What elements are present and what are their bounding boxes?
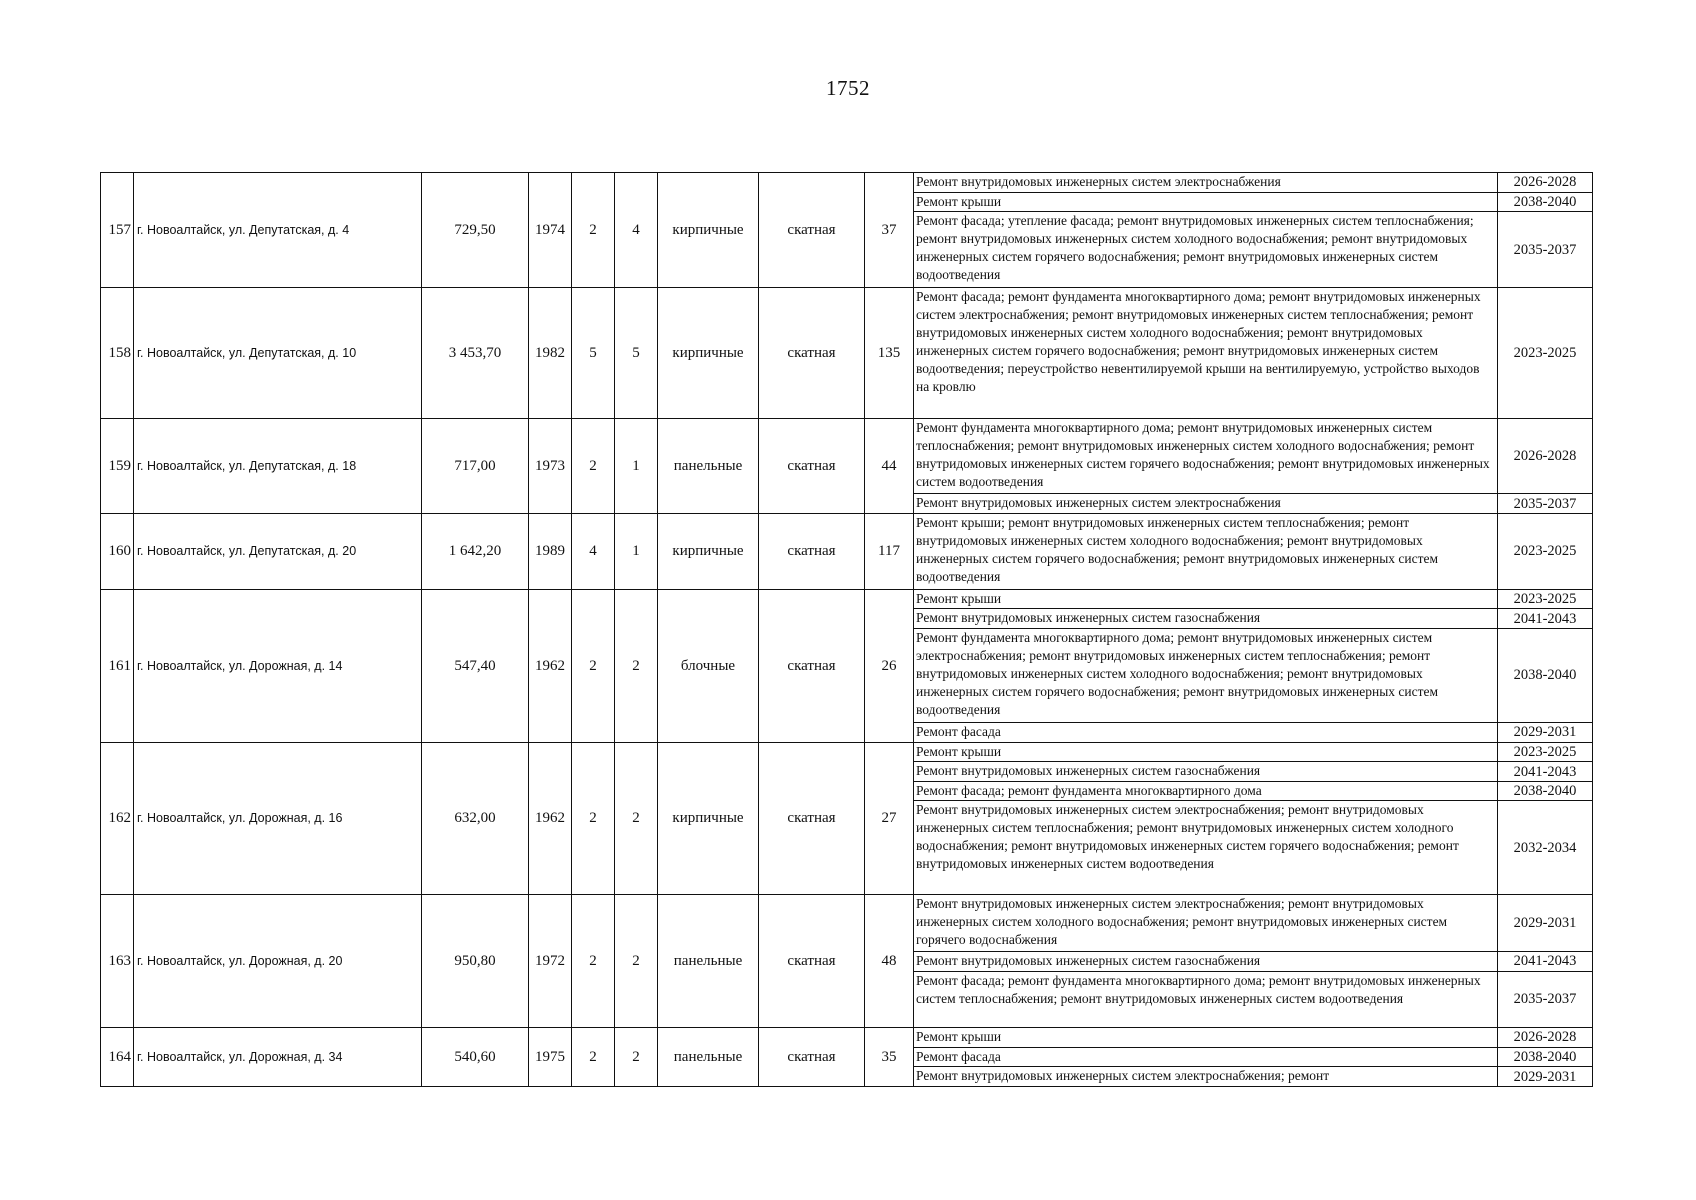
record-year: 1974	[529, 173, 572, 288]
record-floors: 2	[572, 895, 615, 1028]
record-roof-type: скатная	[759, 287, 865, 418]
record-number: 161	[101, 589, 134, 742]
record-residents: 26	[865, 589, 914, 742]
record-number: 160	[101, 514, 134, 589]
record-wall-material: панельные	[658, 1028, 759, 1087]
work-period: 2038-2040	[1498, 1047, 1593, 1067]
record-wall-material: кирпичные	[658, 742, 759, 895]
work-description: Ремонт фасада; ремонт фундамента многоквартирного дома	[914, 781, 1498, 801]
work-description: Ремонт крыши; ремонт внутридомовых инженерных систем теплоснабжения; ремонт внутридомовых инженерных систем холодного водоснабжения; ремонт внутридомовых инженерных систем горячего водоснабжения; ремонт внутридомовых инженерных систем водоотведения	[914, 514, 1498, 589]
record-area: 729,50	[422, 173, 529, 288]
record-area: 3 453,70	[422, 287, 529, 418]
record-number: 163	[101, 895, 134, 1028]
work-description: Ремонт внутридомовых инженерных систем электроснабжения	[914, 494, 1498, 514]
record-entrances: 2	[615, 589, 658, 742]
work-period: 2038-2040	[1498, 781, 1593, 801]
table-row	[101, 589, 1593, 609]
record-wall-material: панельные	[658, 895, 759, 1028]
record-wall-material: кирпичные	[658, 173, 759, 288]
work-description: Ремонт внутридомовых инженерных систем газоснабжения	[914, 762, 1498, 782]
work-period: 2038-2040	[1498, 628, 1593, 722]
work-period: 2026-2028	[1498, 1028, 1593, 1048]
record-roof-type: скатная	[759, 514, 865, 589]
record-number: 158	[101, 287, 134, 418]
record-floors: 4	[572, 514, 615, 589]
work-period: 2041-2043	[1498, 952, 1593, 972]
record-year: 1962	[529, 589, 572, 742]
work-period: 2026-2028	[1498, 173, 1593, 193]
record-year: 1973	[529, 419, 572, 514]
record-roof-type: скатная	[759, 419, 865, 514]
record-floors: 2	[572, 173, 615, 288]
table-row	[101, 173, 1593, 193]
work-description: Ремонт внутридомовых инженерных систем электроснабжения	[914, 173, 1498, 193]
work-description: Ремонт фасада	[914, 1047, 1498, 1067]
repair-schedule-table	[100, 172, 1593, 1087]
work-description: Ремонт внутридомовых инженерных систем электроснабжения; ремонт	[914, 1067, 1498, 1087]
record-area: 950,80	[422, 895, 529, 1028]
record-entrances: 1	[615, 514, 658, 589]
work-period: 2026-2028	[1498, 419, 1593, 494]
record-residents: 35	[865, 1028, 914, 1087]
table-row	[101, 742, 1593, 762]
work-description: Ремонт внутридомовых инженерных систем газоснабжения	[914, 609, 1498, 629]
record-entrances: 1	[615, 419, 658, 514]
record-area: 632,00	[422, 742, 529, 895]
record-year: 1982	[529, 287, 572, 418]
work-period: 2035-2037	[1498, 971, 1593, 1027]
record-floors: 2	[572, 419, 615, 514]
record-number: 159	[101, 419, 134, 514]
record-address: г. Новоалтайск, ул. Дорожная, д. 20	[134, 895, 422, 1028]
record-entrances: 2	[615, 895, 658, 1028]
record-entrances: 4	[615, 173, 658, 288]
record-entrances: 5	[615, 287, 658, 418]
record-address: г. Новоалтайск, ул. Депутатская, д. 18	[134, 419, 422, 514]
record-entrances: 2	[615, 1028, 658, 1087]
work-description: Ремонт крыши	[914, 742, 1498, 762]
record-address: г. Новоалтайск, ул. Дорожная, д. 34	[134, 1028, 422, 1087]
work-period: 2029-2031	[1498, 895, 1593, 952]
record-roof-type: скатная	[759, 173, 865, 288]
record-residents: 27	[865, 742, 914, 895]
record-year: 1975	[529, 1028, 572, 1087]
record-area: 547,40	[422, 589, 529, 742]
record-address: г. Новоалтайск, ул. Депутатская, д. 4	[134, 173, 422, 288]
work-description: Ремонт фасада; ремонт фундамента многоквартирного дома; ремонт внутридомовых инженерных систем электроснабжения; ремонт внутридомовых инженерных систем теплоснабжения; ремонт внутридомовых инженерных систем холодного водоснабжения; ремонт внутридомовых инженерных систем горячего водоснабжения; ремонт внутридомовых инженерных систем водоотведения; переустройство невентилируемой крыши на вентилируемую, устройство выходов на кровлю	[914, 287, 1498, 418]
record-area: 1 642,20	[422, 514, 529, 589]
record-address: г. Новоалтайск, ул. Депутатская, д. 20	[134, 514, 422, 589]
record-year: 1972	[529, 895, 572, 1028]
table-row	[101, 1028, 1593, 1048]
work-description: Ремонт фасада; утепление фасада; ремонт внутридомовых инженерных систем теплоснабжения; ремонт внутридомовых инженерных систем холодного водоснабжения; ремонт внутридомовых инженерных систем горячего водоснабжения; ремонт внутридомовых инженерных систем водоотведения	[914, 212, 1498, 287]
work-period: 2023-2025	[1498, 742, 1593, 762]
work-period: 2023-2025	[1498, 514, 1593, 589]
table-row	[101, 895, 1593, 952]
work-period: 2035-2037	[1498, 212, 1593, 287]
record-residents: 37	[865, 173, 914, 288]
record-floors: 2	[572, 742, 615, 895]
record-residents: 135	[865, 287, 914, 418]
record-wall-material: кирпичные	[658, 287, 759, 418]
record-roof-type: скатная	[759, 1028, 865, 1087]
work-description: Ремонт внутридомовых инженерных систем электроснабжения; ремонт внутридомовых инженерных систем холодного водоснабжения; ремонт внутридомовых инженерных систем горячего водоснабжения	[914, 895, 1498, 952]
record-address: г. Новоалтайск, ул. Депутатская, д. 10	[134, 287, 422, 418]
record-address: г. Новоалтайск, ул. Дорожная, д. 16	[134, 742, 422, 895]
record-year: 1989	[529, 514, 572, 589]
record-area: 717,00	[422, 419, 529, 514]
record-floors: 2	[572, 589, 615, 742]
page-number: 1752	[826, 76, 870, 100]
record-entrances: 2	[615, 742, 658, 895]
work-description: Ремонт фасада; ремонт фундамента многоквартирного дома; ремонт внутридомовых инженерных систем теплоснабжения; ремонт внутридомовых инженерных систем водоотведения	[914, 971, 1498, 1027]
record-number: 157	[101, 173, 134, 288]
work-period: 2035-2037	[1498, 494, 1593, 514]
work-description: Ремонт внутридомовых инженерных систем электроснабжения; ремонт внутридомовых инженерных систем теплоснабжения; ремонт внутридомовых инженерных систем холодного водоснабжения; ремонт внутридомовых инженерных систем горячего водоснабжения; ремонт внутридомовых инженерных систем водоотведения	[914, 801, 1498, 895]
work-description: Ремонт фундамента многоквартирного дома; ремонт внутридомовых инженерных систем электроснабжения; ремонт внутридомовых инженерных систем теплоснабжения; ремонт внутридомовых инженерных систем холодного водоснабжения; ремонт внутридомовых инженерных систем горячего водоснабжения; ремонт внутридомовых инженерных систем водоотведения	[914, 628, 1498, 722]
record-number: 164	[101, 1028, 134, 1087]
table-row	[101, 287, 1593, 418]
record-floors: 2	[572, 1028, 615, 1087]
record-year: 1962	[529, 742, 572, 895]
record-number: 162	[101, 742, 134, 895]
work-description: Ремонт фундамента многоквартирного дома; ремонт внутридомовых инженерных систем теплоснабжения; ремонт внутридомовых инженерных систем холодного водоснабжения; ремонт внутридомовых инженерных систем горячего водоснабжения; ремонт внутридомовых инженерных систем водоотведения	[914, 419, 1498, 494]
work-period: 2023-2025	[1498, 287, 1593, 418]
work-period: 2038-2040	[1498, 192, 1593, 212]
work-period: 2029-2031	[1498, 722, 1593, 742]
record-floors: 5	[572, 287, 615, 418]
record-roof-type: скатная	[759, 742, 865, 895]
record-wall-material: кирпичные	[658, 514, 759, 589]
work-description: Ремонт внутридомовых инженерных систем газоснабжения	[914, 952, 1498, 972]
work-period: 2023-2025	[1498, 589, 1593, 609]
work-period: 2041-2043	[1498, 609, 1593, 629]
work-description: Ремонт крыши	[914, 1028, 1498, 1048]
table-row	[101, 514, 1593, 589]
work-period: 2032-2034	[1498, 801, 1593, 895]
work-description: Ремонт крыши	[914, 192, 1498, 212]
record-residents: 48	[865, 895, 914, 1028]
record-address: г. Новоалтайск, ул. Дорожная, д. 14	[134, 589, 422, 742]
record-roof-type: скатная	[759, 589, 865, 742]
record-area: 540,60	[422, 1028, 529, 1087]
record-wall-material: панельные	[658, 419, 759, 514]
table-row	[101, 419, 1593, 494]
work-description: Ремонт крыши	[914, 589, 1498, 609]
record-residents: 117	[865, 514, 914, 589]
record-roof-type: скатная	[759, 895, 865, 1028]
record-residents: 44	[865, 419, 914, 514]
record-wall-material: блочные	[658, 589, 759, 742]
work-period: 2029-2031	[1498, 1067, 1593, 1087]
work-description: Ремонт фасада	[914, 722, 1498, 742]
work-period: 2041-2043	[1498, 762, 1593, 782]
